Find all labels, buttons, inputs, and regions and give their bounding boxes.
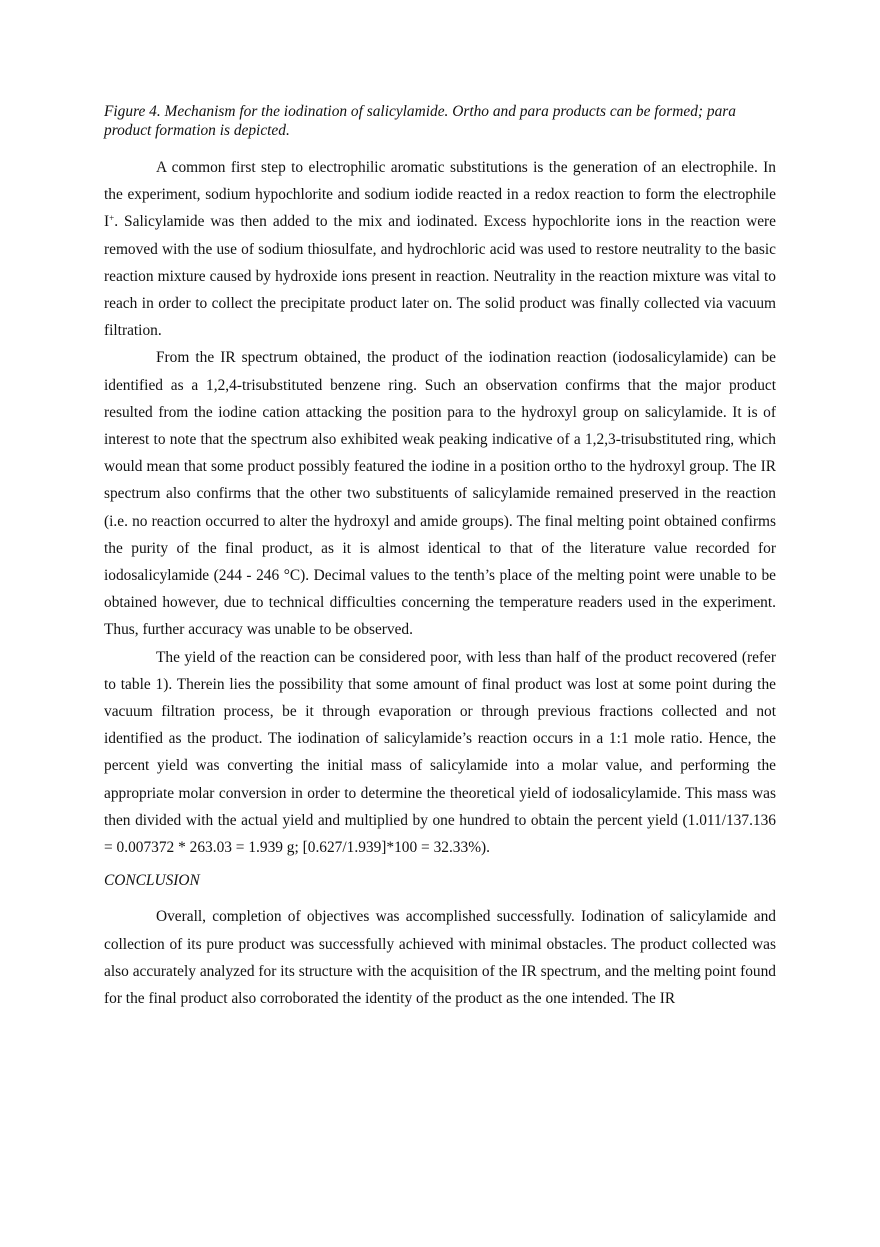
paragraph-1-text-b: . Salicylamide was then added to the mix and iodinated. Excess hypochlorite ions in the reaction were removed with the use of sodium thiosulfate, and hydrochloric acid was used to restore neutrality to the basic reaction mixture caused by hydroxide ions present in reaction. Neutrality in the reaction mixture was vital to reach in order to collect the precipitate product later on. The solid product was finally collected via vacuum filtration. <box>104 213 776 340</box>
document-page <box>104 102 776 1012</box>
conclusion-heading: CONCLUSION <box>104 872 200 890</box>
paragraph-conclusion: Overall, completion of objectives was accomplished successfully. Iodination of salicylamide and collection of its pure product was successfully achieved with minimal obstacles. The product collected was also accurately analyzed for its structure with the acquisition of the IR spectrum, and the melting point found for the final product also corroborated the identity of the product as the one intended. The IR <box>104 908 776 1008</box>
figure-caption: Figure 4. Mechanism for the iodination of salicylamide. Ortho and para products can be formed; para product formation is depicted. <box>104 103 736 139</box>
paragraph-ir-spectrum-analysis: From the IR spectrum obtained, the product of the iodination reaction (iodosalicylamide) can be identified as a 1,2,4-trisubstituted benzene ring. Such an observation confirms that the major product resulted from the iodine cation attacking the position para to the hydroxyl group on salicylamide. It is of interest to note that the spectrum also exhibited weak peaking indicative of a 1,2,3-trisubstituted ring, which would mean that some product possibly featured the iodine in a position ortho to the hydroxyl group. The IR spectrum also confirms that the other two substituents of salicylamide remained preserved in the reaction (i.e. no reaction occurred to alter the hydroxyl and amide groups). The final melting point obtained confirms the purity of the final product, as it is almost identical to that of the literature value recorded for iodosalicylamide (244 - 246 °C). Decimal values to the tenth’s place of the melting point were unable to be obtained however, due to technical difficulties concerning the temperature readers used in the experiment. Thus, further accuracy was unable to be observed. <box>104 349 776 639</box>
paragraph-1-text-a: A common first step to electrophilic aromatic substitutions is the generation of an electrophile. In the experiment, sodium hypochlorite and sodium iodide reacted in a redox reaction to form the electrophile I <box>104 159 776 231</box>
paragraph-electrophile-generation <box>104 154 776 344</box>
paragraph-yield-discussion: The yield of the reaction can be considered poor, with less than half of the product recovered (refer to table 1). Therein lies the possibility that some amount of final product was lost at some point during the vacuum filtration process, be it through evaporation or through previous fractions collected and not identified as the product. The iodination of salicylamide’s reaction occurs in a 1:1 mole ratio. Hence, the percent yield was converting the initial mass of salicylamide into a molar value, and performing the appropriate molar conversion in order to determine the theoretical yield of iodosalicylamide. This mass was then divided with the actual yield and multiplied by one hundred to obtain the percent yield (1.011/137.136 = 0.007372 * 263.03 = 1.939 g; [0.627/1.939]*100 = 32.33%). <box>104 648 776 857</box>
cation-superscript: + <box>109 213 115 224</box>
